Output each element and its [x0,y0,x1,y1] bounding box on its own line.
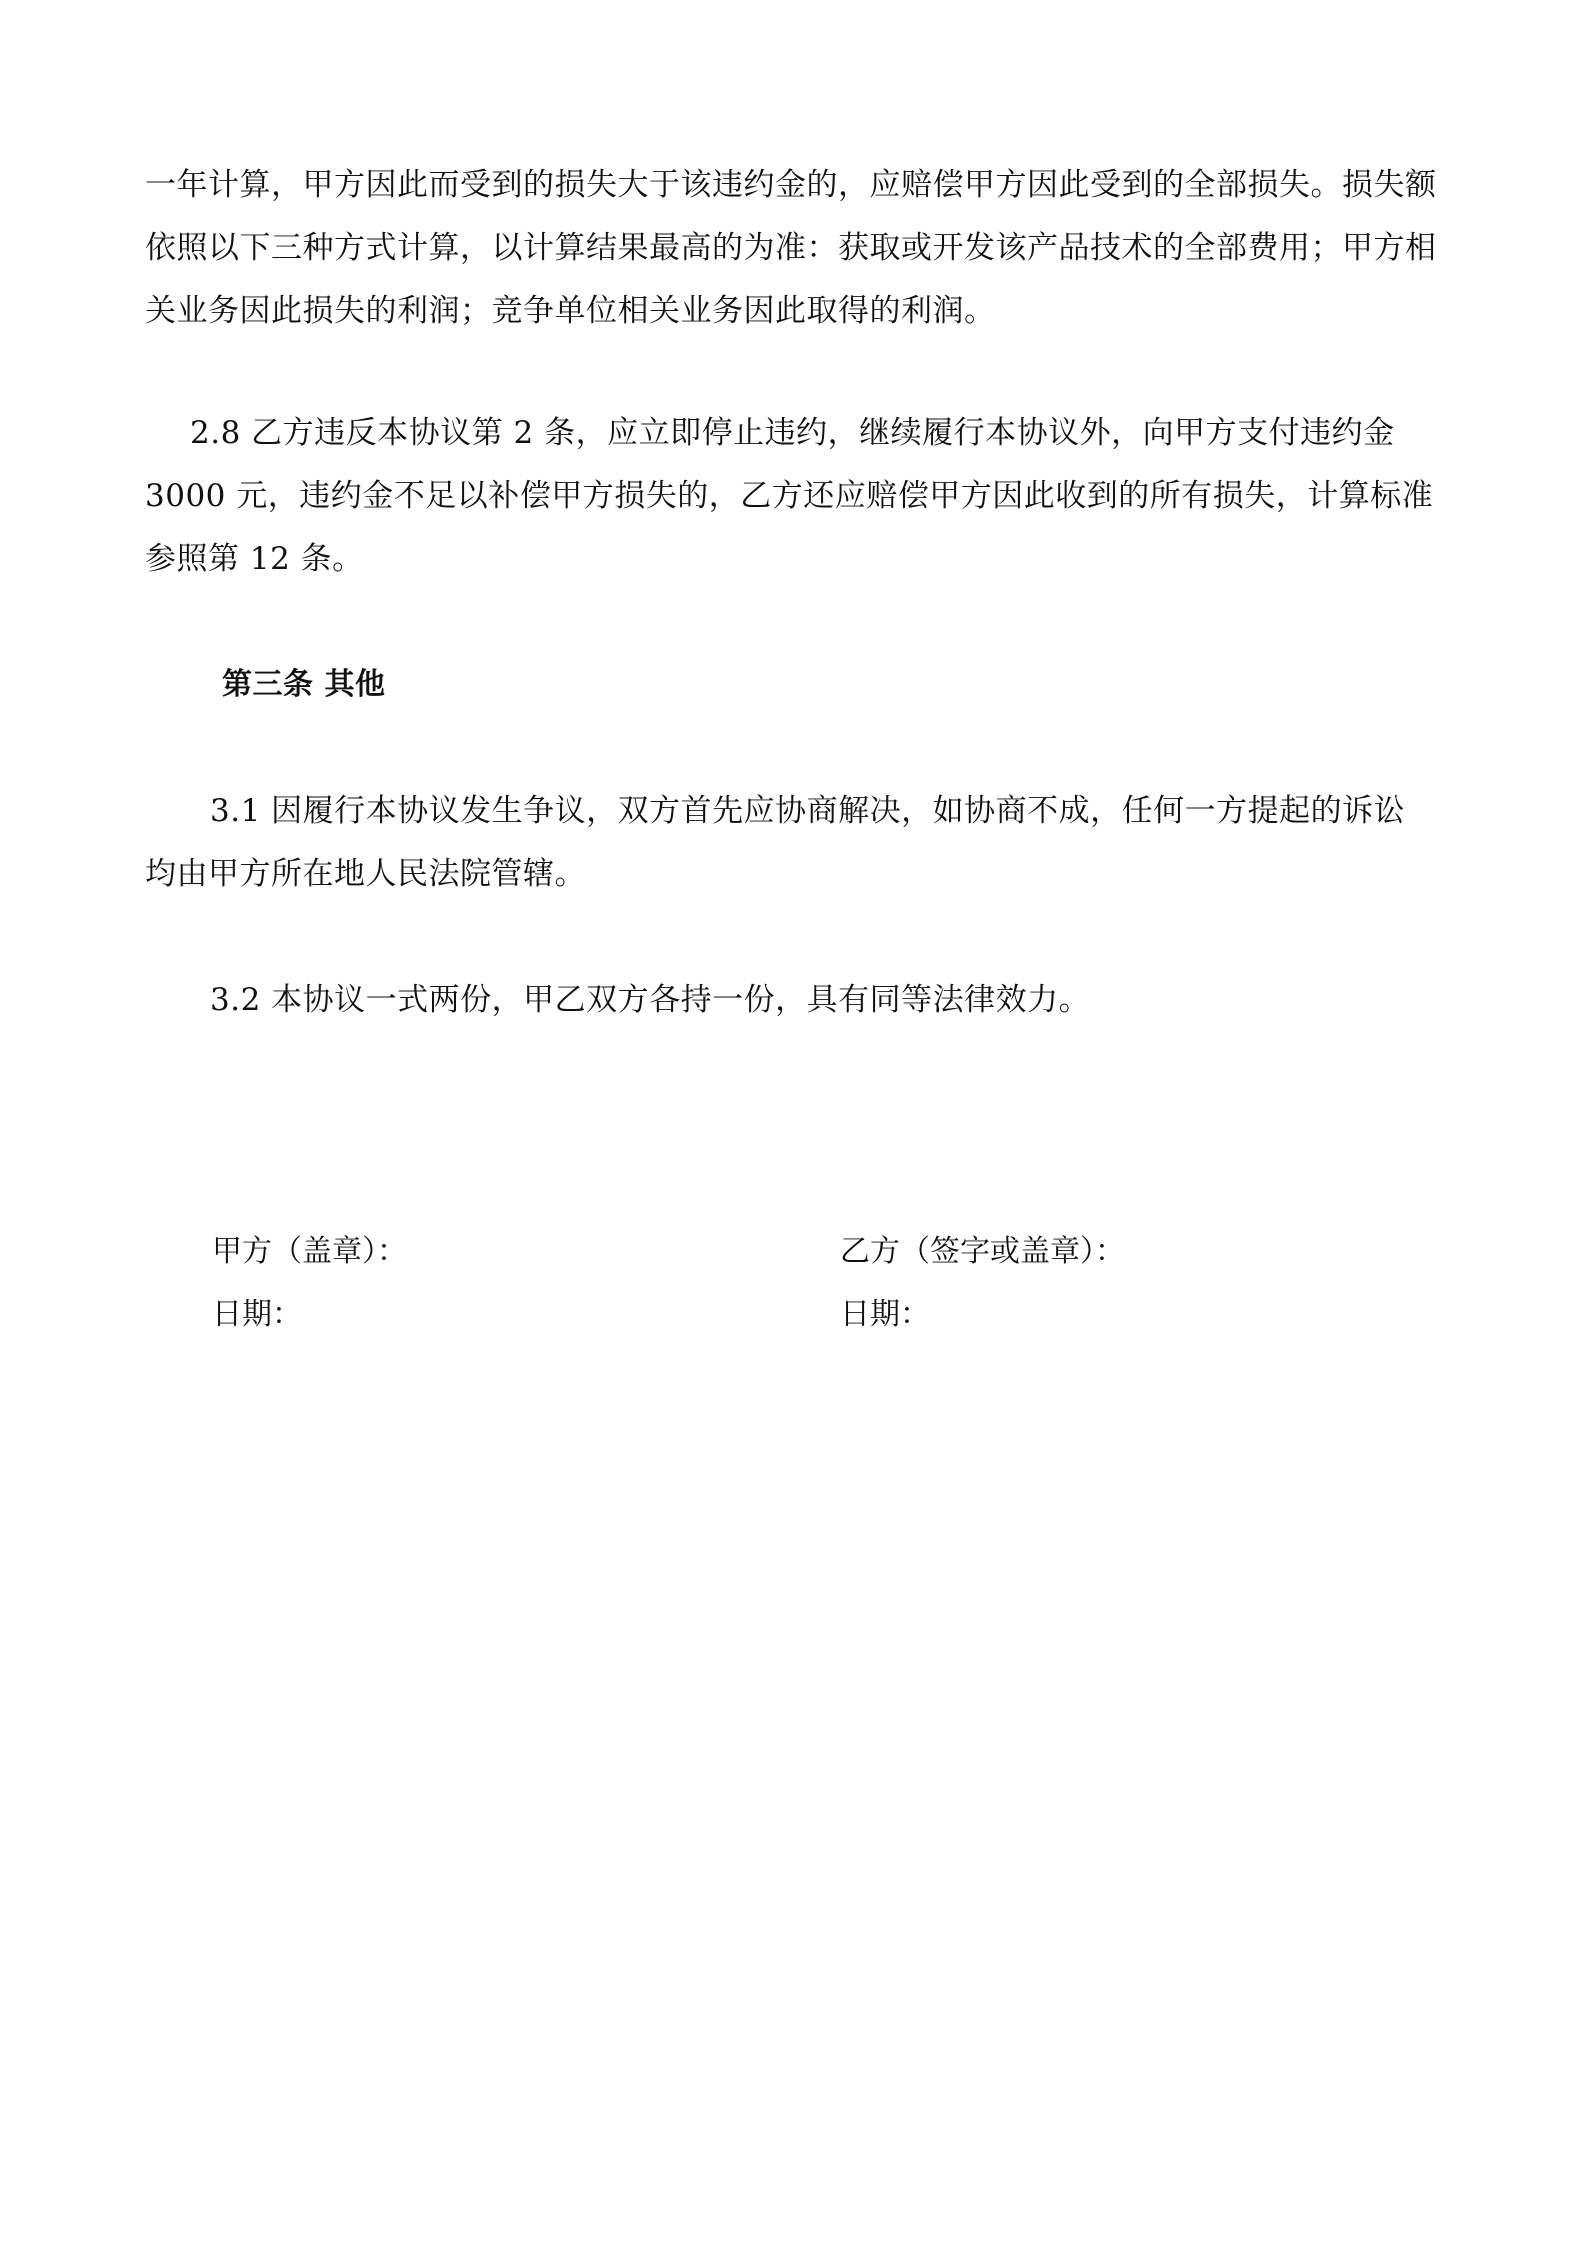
clause-3-1-line: 均由甲方所在地人民法院管辖。 [145,856,586,892]
party-b-date: 日期： [840,1297,930,1332]
clause-2-8-line: 3000 元，违约金不足以补偿甲方损失的，乙方还应赔偿甲方因此收到的所有损失，计算标准 [145,478,1434,514]
clause-3-1-line: 3.1 因履行本协议发生争议，双方首先应协商解决，如协商不成，任何一方提起的诉讼 [210,793,1406,829]
paragraph-line: 依照以下三种方式计算，以计算结果最高的为准：获取或开发该产品技术的全部费用；甲方相 [145,230,1437,266]
article-3-heading: 第三条 其他 [222,667,386,702]
clause-2-8-line: 参照第 12 条。 [145,541,364,577]
clause-3-2-line: 3.2 本协议一式两份，甲乙双方各持一份，具有同等法律效力。 [210,982,1091,1018]
paragraph-line: 一年计算，甲方因此而受到的损失大于该违约金的，应赔偿甲方因此受到的全部损失。损失额 [145,167,1437,203]
paragraph-line: 关业务因此损失的利润；竞争单位相关业务因此取得的利润。 [145,293,996,329]
party-a-label: 甲方（盖章）： [212,1234,407,1269]
party-a-date: 日期： [212,1297,302,1332]
clause-2-8-line: 2.8 乙方违反本协议第 2 条，应立即停止违约，继续履行本协议外，向甲方支付违约金 [190,415,1395,451]
party-b-label: 乙方（签字或盖章）： [840,1234,1125,1269]
